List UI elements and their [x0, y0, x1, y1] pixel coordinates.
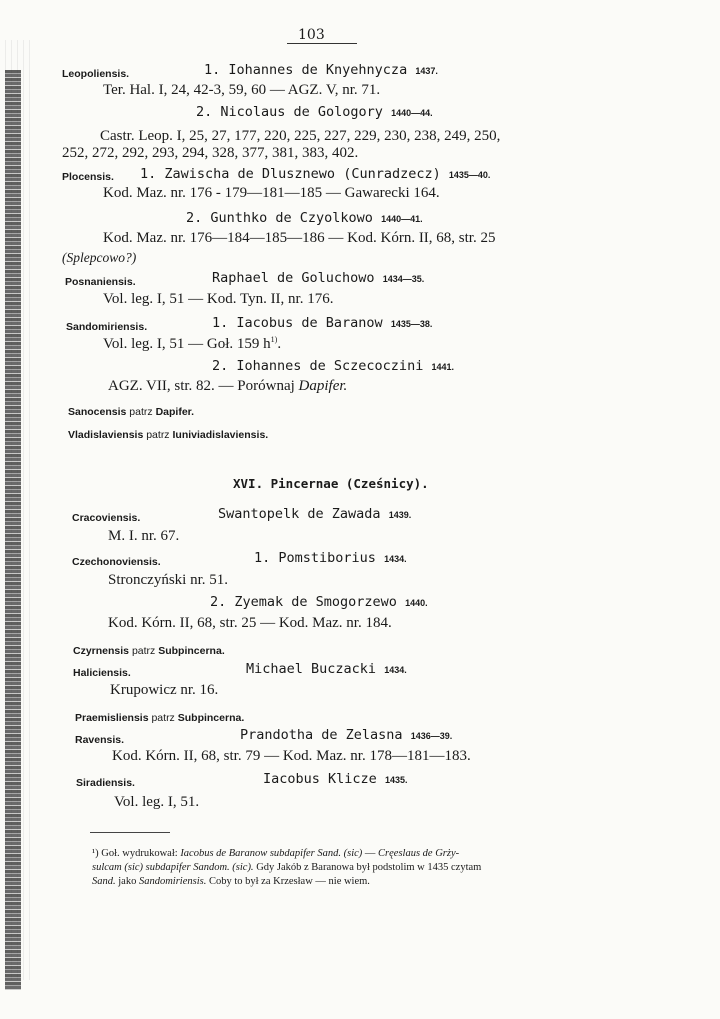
- entry-name: 2. Gunthko de Czyolkowo 1440—41.: [186, 210, 423, 226]
- entry-reference: AGZ. VII, str. 82. — Porównaj Dapifer.: [108, 378, 348, 394]
- entry-label-siradiensis: Siradiensis.: [76, 777, 135, 789]
- entry-reference: Krupowicz nr. 16.: [110, 682, 219, 698]
- entry-name: 1. Zawischa de Dlusznewo (Cunradzecz) 1435—40.: [140, 166, 491, 182]
- entry-name: 1. Iohannes de Knyehnycza 1437.: [204, 62, 438, 78]
- entry-name: Raphael de Goluchowo 1434—35.: [212, 270, 425, 286]
- footnote-line: sulcam (sic) subdapifer Sandom. (sic). Gdy Jakób z Baranowa był podstolim w 1435 czytam: [92, 862, 482, 873]
- cross-reference-czyrnensis: Czyrnensis patrz Subpincerna.: [73, 645, 225, 657]
- entry-name: Swantopelk de Zawada 1439.: [218, 506, 412, 522]
- footnote-line: Sand. jako Sandomiriensis. Coby to był za Krzesław — nie wiem.: [92, 876, 370, 887]
- page-binding-edge: [0, 40, 34, 980]
- footnote-marker: 1): [270, 335, 278, 344]
- entry-reference: Ter. Hal. I, 24, 42-3, 59, 60 — AGZ. V, nr. 71.: [103, 82, 381, 98]
- entry-reference: Kod. Maz. nr. 176—184—185—186 — Kod. Kórn. II, 68, str. 25: [103, 230, 496, 246]
- entry-label-posnaniensis: Posnaniensis.: [65, 276, 136, 288]
- entry-reference: Vol. leg. I, 51 — Goł. 159 $h^{1)}$.: [103, 335, 282, 352]
- entry-name: 2. Nicolaus de Gologory 1440—44.: [196, 104, 433, 120]
- page-number: 103: [298, 27, 325, 43]
- entry-reference: Vol. leg. I, 51 — Kod. Tyn. II, nr. 176.: [103, 291, 334, 307]
- page-number-rule: [287, 43, 357, 44]
- entry-reference: 252, 272, 292, 293, 294, 328, 377, 381, 383, 402.: [62, 145, 359, 161]
- entry-reference: Kod. Kórn. II, 68, str. 25 — Kod. Maz. nr. 184.: [108, 615, 392, 631]
- entry-reference: Stronczyński nr. 51.: [108, 572, 228, 588]
- entry-reference: Kod. Kórn. II, 68, str. 79 — Kod. Maz. nr. 178—181—183.: [112, 748, 471, 764]
- entry-reference: Kod. Maz. nr. 176 - 179—181—185 — Gawarecki 164.: [103, 185, 440, 201]
- entry-name: Iacobus Klicze 1435.: [263, 771, 408, 787]
- section-heading: XVI. Pincernae (Cześnicy).: [233, 476, 429, 491]
- entry-label-leopoliensis: Leopoliensis.: [62, 68, 130, 80]
- entry-reference: Castr. Leop. I, 25, 27, 177, 220, 225, 227, 229, 230, 238, 249, 250,: [100, 128, 501, 144]
- cross-reference-sanocensis: Sanocensis patrz Dapifer.: [68, 406, 195, 418]
- entry-name: 2. Zyemak de Smogorzewo 1440.: [210, 594, 428, 610]
- entry-label-czechonoviensis: Czechonoviensis.: [72, 556, 161, 568]
- entry-label-cracoviensis: Cracoviensis.: [72, 512, 141, 524]
- entry-name: 1. Pomstiborius 1434.: [254, 550, 407, 566]
- entry-reference-note: (Splepcowo?): [62, 250, 137, 265]
- entry-label-ravensis: Ravensis.: [75, 734, 125, 746]
- entry-name: 2. Iohannes de Sczecoczini 1441.: [212, 358, 454, 374]
- entry-name: Michael Buczacki 1434.: [246, 661, 407, 677]
- entry-label-plocensis: Plocensis.: [62, 171, 114, 183]
- cross-reference-praemisliensis: Praemisliensis patrz Subpincerna.: [75, 712, 245, 724]
- entry-label-sandomiriensis: Sandomiriensis.: [66, 321, 148, 333]
- footnote-line: ¹) Goł. wydrukował: Iacobus de Baranow subdapifer Sand. (sic) — Cręeslaus de Grży-: [92, 848, 460, 859]
- footnote-rule: [90, 832, 170, 833]
- entry-name: 1. Iacobus de Baranow 1435—38.: [212, 315, 433, 331]
- entry-label-haliciensis: Haliciensis.: [73, 667, 131, 679]
- entry-reference: Vol. leg. I, 51.: [114, 794, 200, 810]
- entry-reference: M. I. nr. 67.: [108, 528, 180, 544]
- entry-name: Prandotha de Zelasna 1436—39.: [240, 727, 453, 743]
- cross-reference-vladislaviensis: Vladislaviensis patrz Iuniviadislaviensis.: [68, 429, 269, 441]
